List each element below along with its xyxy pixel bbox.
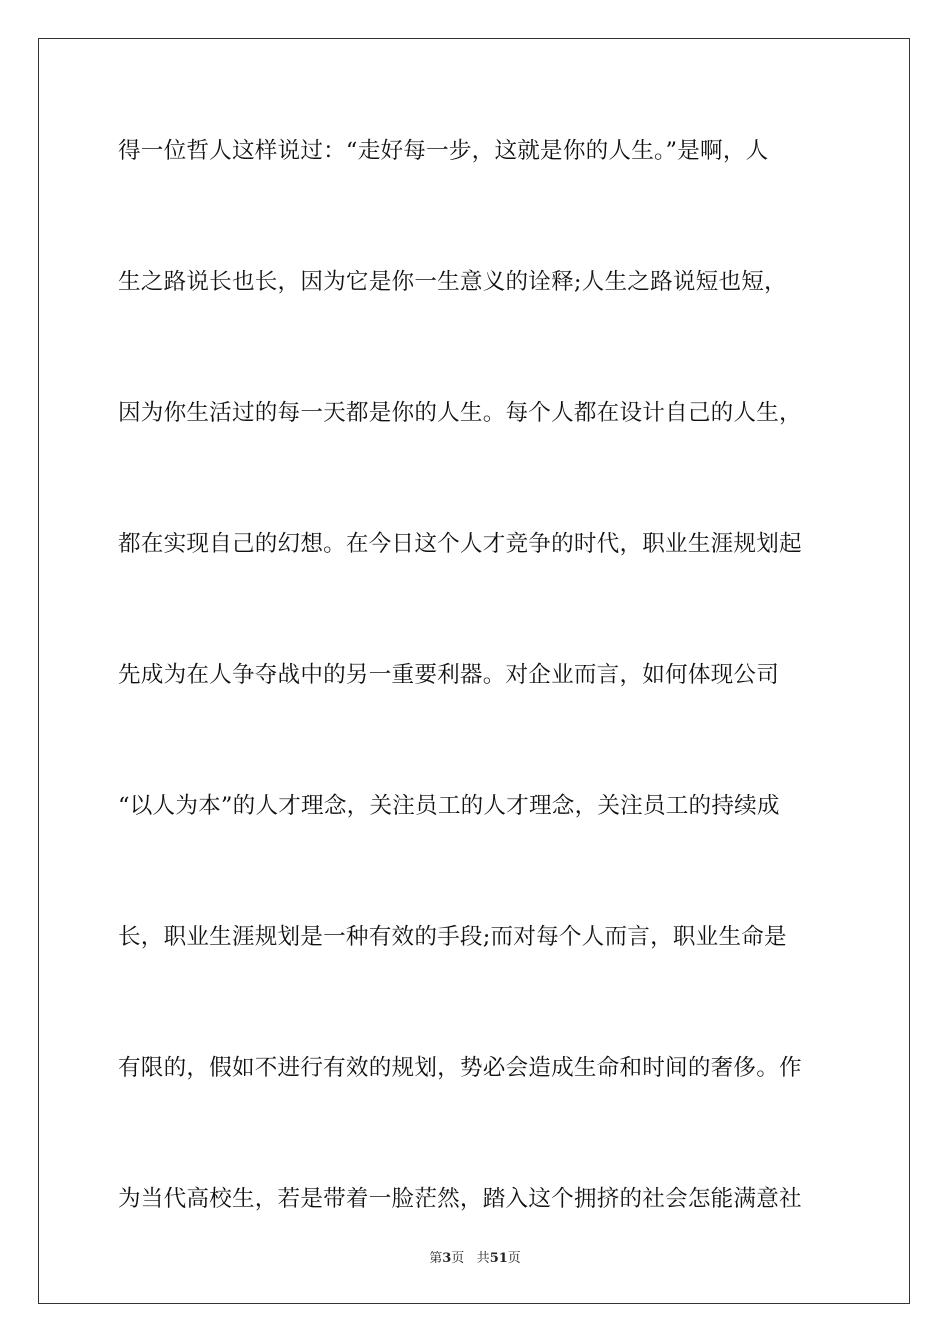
- page-footer: [0, 1247, 950, 1266]
- page-prefix: 第: [429, 1251, 443, 1266]
- total-pages: 51: [489, 1251, 508, 1266]
- text-line: 得一位哲人这样说过：“走好每一步，这就是你的人生。”是啊，人: [118, 138, 769, 164]
- text-line: 有限的，假如不进行有效的规划，势必会造成生命和时间的奢侈。作: [118, 1055, 802, 1081]
- text-line: “以人为本”的人才理念，关注员工的人才理念，关注员工的持续成: [118, 793, 780, 819]
- text-line: 先成为在人争夺战中的另一重要利器。对企业而言，如何体现公司: [118, 662, 780, 688]
- text-line: 长，职业生涯规划是一种有效的手段;而对每个人而言，职业生命是: [118, 924, 787, 950]
- text-line: 都在实现自己的幻想。在今日这个人才竞争的时代，职业生涯规划起: [118, 531, 802, 557]
- page-number: 3: [442, 1251, 452, 1266]
- text-line: 生之路说长也长，因为它是你一生意义的诠释;人生之路说短也短，: [118, 269, 787, 295]
- document-body: [118, 128, 838, 1307]
- text-line: 因为你生活过的每一天都是你的人生。每个人都在设计自己的人生，: [118, 400, 802, 426]
- total-prefix: 共: [476, 1251, 490, 1266]
- total-suffix: 页: [507, 1251, 521, 1266]
- page-suffix: 页: [451, 1251, 465, 1266]
- text-line: 为当代高校生，若是带着一脸茫然，踏入这个拥挤的社会怎能满意社: [118, 1186, 802, 1212]
